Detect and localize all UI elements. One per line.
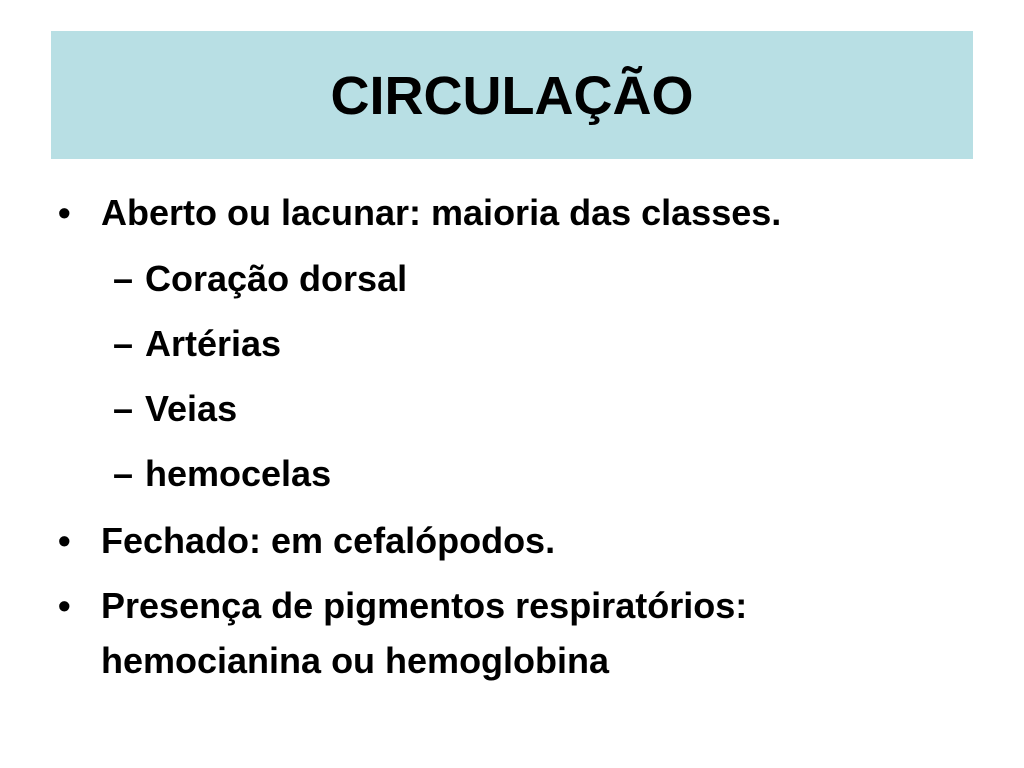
sub-list-item-text: Artérias (145, 323, 282, 364)
sub-list-item-text: Coração dorsal (145, 258, 408, 299)
slide-title: CIRCULAÇÃO (330, 66, 694, 126)
list-item-text: hemocianina ou hemoglobina (101, 640, 610, 681)
dash-icon: – (113, 323, 134, 364)
dash-icon: – (113, 258, 134, 299)
sub-list-item-text: hemocelas (145, 453, 332, 494)
dash-icon: – (113, 453, 134, 494)
list-item-text: Aberto ou lacunar: maioria das classes. (101, 192, 782, 233)
dash-icon: – (113, 388, 134, 429)
bullet-icon: • (58, 585, 71, 626)
bullet-icon: • (58, 520, 71, 561)
bullet-icon: • (58, 192, 71, 233)
list-item-text: Presença de pigmentos respiratórios: (101, 585, 748, 626)
list-item-text: Fechado: em cefalópodos. (101, 520, 556, 561)
sub-list-item-text: Veias (145, 388, 238, 429)
